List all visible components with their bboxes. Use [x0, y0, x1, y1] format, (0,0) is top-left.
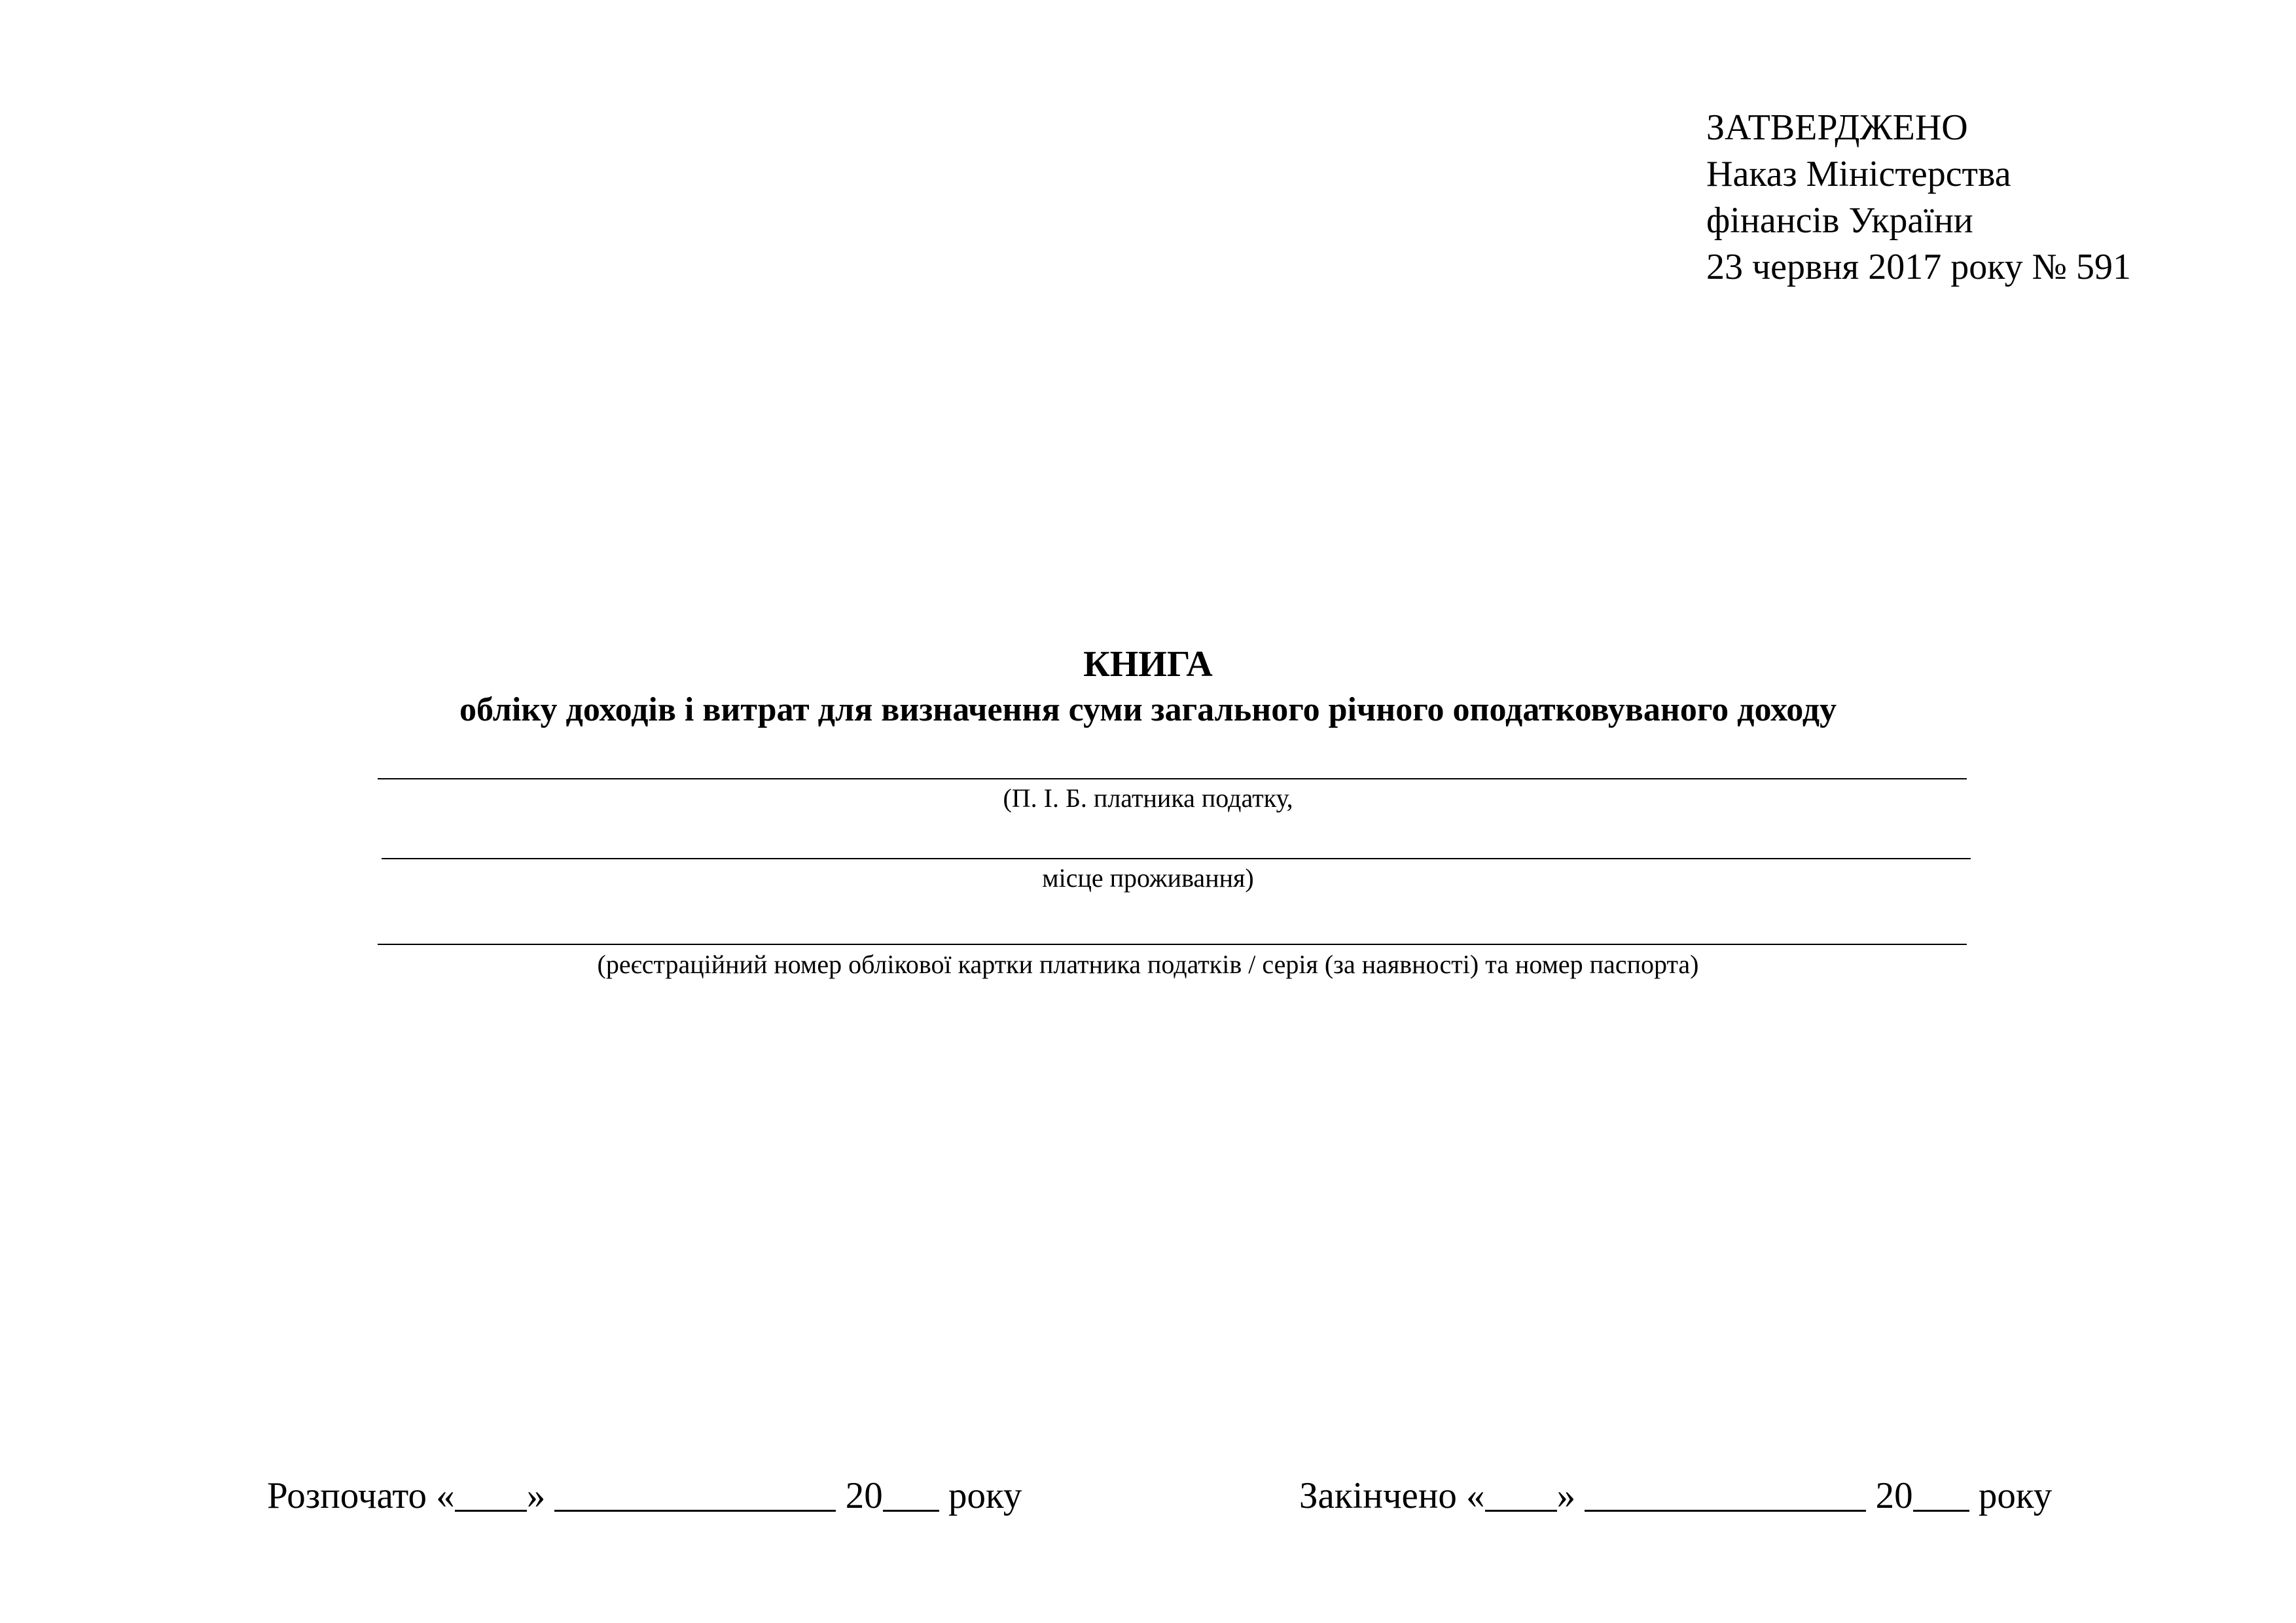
residence-line[interactable] — [382, 858, 1971, 859]
approval-order: Наказ Міністерства — [1706, 154, 2011, 194]
start-close-quote: » — [526, 1475, 546, 1516]
taxpayer-name-line[interactable] — [378, 778, 1967, 779]
registration-number-caption: (реєстраційний номер облікової картки платника податків / серія (за наявності) та номер паспорта) — [597, 950, 1699, 979]
start-century: 20 — [845, 1475, 883, 1516]
end-year-word: року — [1978, 1475, 2053, 1516]
start-date-line — [267, 1469, 1022, 1519]
start-year-word: року — [948, 1475, 1022, 1516]
end-date-line — [1299, 1469, 2052, 1519]
book-title-block — [0, 644, 2296, 736]
approval-ministry: фінансів України — [1706, 200, 1973, 241]
approval-stamp — [1706, 105, 2243, 291]
end-century: 20 — [1875, 1475, 1913, 1516]
start-date-label: Розпочато « — [267, 1475, 455, 1516]
start-month-blank[interactable] — [554, 1473, 836, 1512]
start-day-blank[interactable] — [455, 1473, 527, 1512]
end-date-label: Закінчено « — [1299, 1475, 1485, 1516]
approval-heading: ЗАТВЕРДЖЕНО — [1706, 107, 1968, 148]
end-month-blank[interactable] — [1585, 1473, 1866, 1512]
book-title: КНИГА — [1083, 644, 1213, 685]
book-subtitle: обліку доходів і витрат для визначення суми загального річного оподатковуваного доходу — [459, 691, 1837, 728]
end-year-blank[interactable] — [1913, 1473, 1969, 1512]
taxpayer-name-caption: (П. І. Б. платника податку, — [1003, 783, 1293, 813]
end-day-blank[interactable] — [1485, 1473, 1557, 1512]
end-close-quote: » — [1556, 1475, 1576, 1516]
residence-caption: місце проживання) — [1042, 863, 1254, 893]
start-year-blank[interactable] — [883, 1473, 939, 1512]
registration-number-line[interactable] — [378, 944, 1967, 945]
approval-date-number: 23 червня 2017 року № 591 — [1706, 247, 2132, 287]
